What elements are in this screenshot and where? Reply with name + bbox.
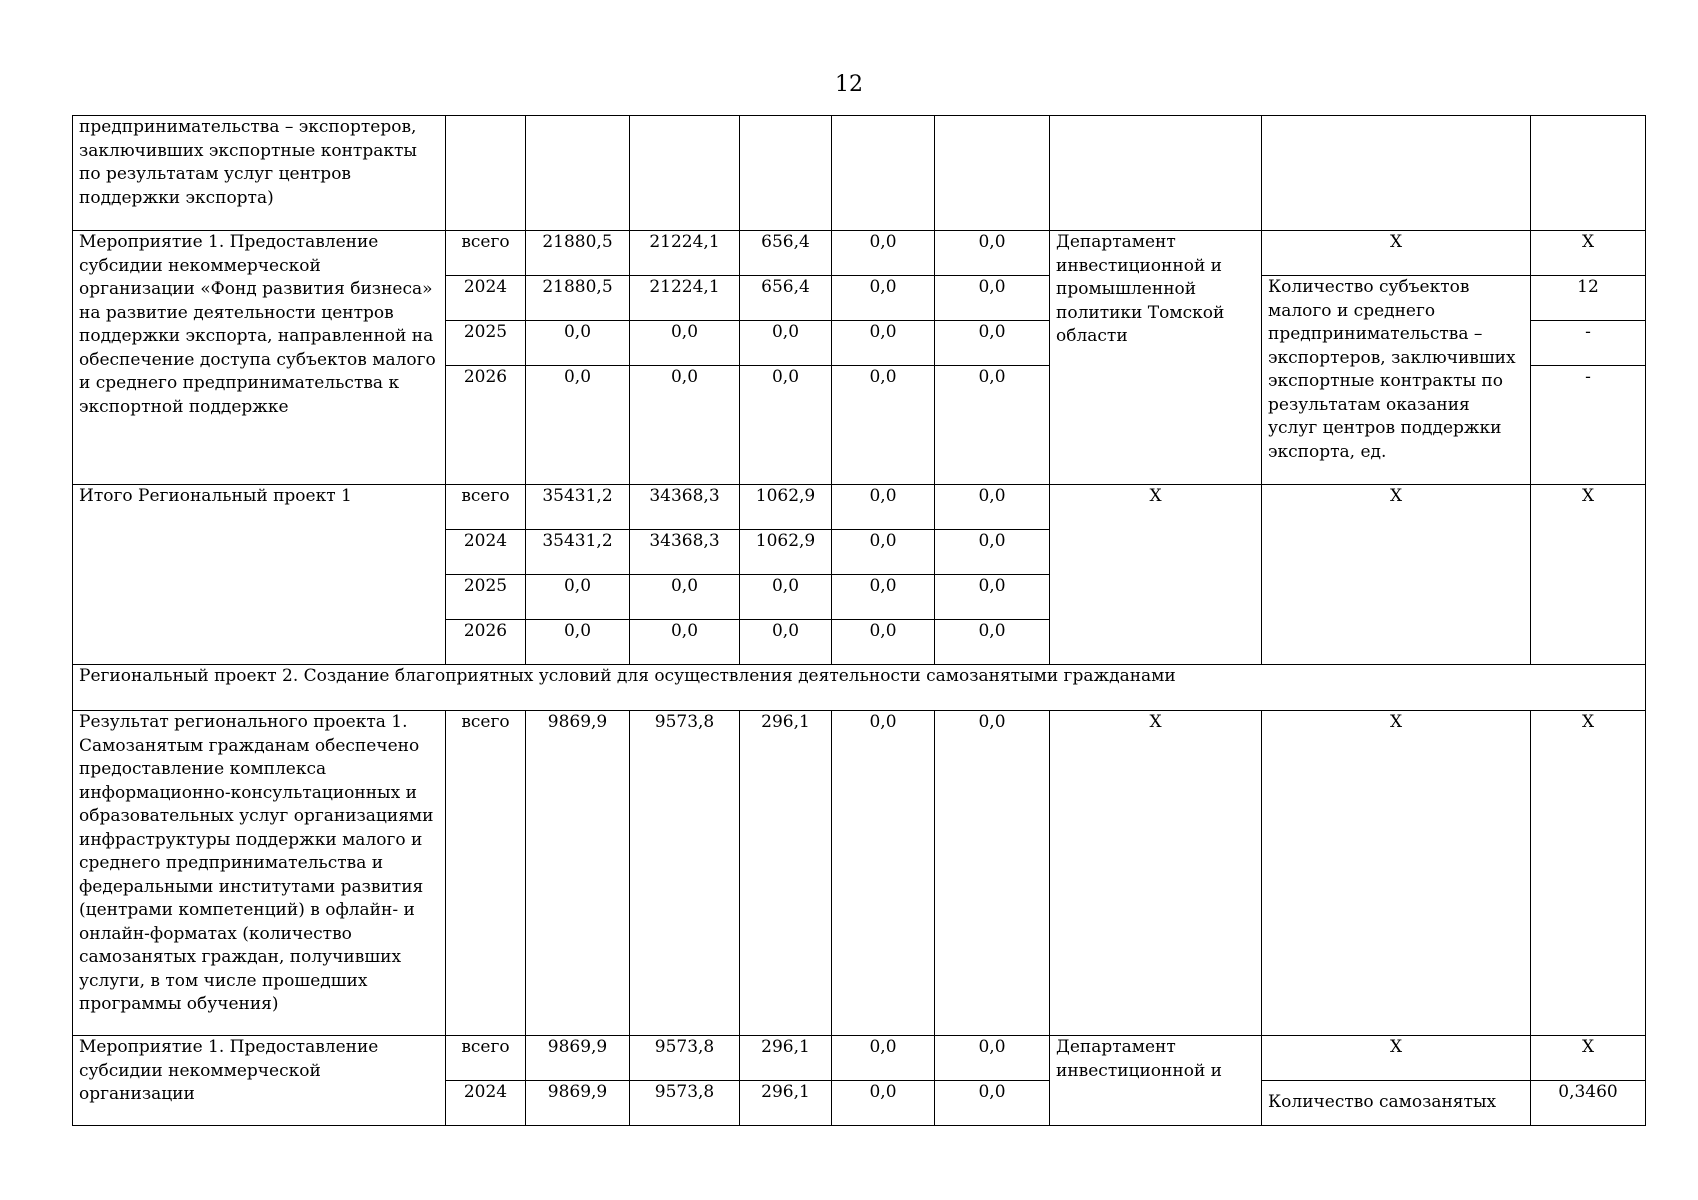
value-cell: 0,0 bbox=[526, 575, 630, 620]
table-row bbox=[73, 711, 1646, 1036]
value-cell: 35431,2 bbox=[526, 530, 630, 575]
empty-cell bbox=[1050, 116, 1262, 231]
value-cell: 9573,8 bbox=[630, 1081, 740, 1126]
value-cell: 9869,9 bbox=[526, 711, 630, 1036]
value-cell: 35431,2 bbox=[526, 485, 630, 530]
table-row bbox=[73, 1036, 1646, 1081]
value-cell: 9573,8 bbox=[630, 1036, 740, 1081]
value-cell: 0,0 bbox=[630, 366, 740, 485]
value-cell: 0,0 bbox=[935, 530, 1050, 575]
value-cell: 1062,9 bbox=[740, 530, 832, 575]
total-name-cell: Итого Региональный проект 1 bbox=[73, 485, 446, 665]
value-cell: 0,0 bbox=[832, 620, 935, 665]
table-row bbox=[73, 231, 1646, 276]
empty-cell bbox=[1262, 116, 1531, 231]
indicator-value-cell: Х bbox=[1531, 1036, 1646, 1081]
period-cell: всего bbox=[446, 711, 526, 1036]
empty-cell bbox=[740, 116, 832, 231]
value-cell: 9869,9 bbox=[526, 1081, 630, 1126]
page-number: 12 bbox=[835, 72, 863, 97]
value-cell: 0,0 bbox=[935, 1036, 1050, 1081]
table-row bbox=[73, 116, 1646, 231]
period-cell: 2025 bbox=[446, 575, 526, 620]
executor-cell: Х bbox=[1050, 485, 1262, 665]
period-cell: 2024 bbox=[446, 1081, 526, 1126]
value-cell: 34368,3 bbox=[630, 485, 740, 530]
indicator-value-cell: 0,3460 bbox=[1531, 1081, 1646, 1126]
continuation-name-cell: предпринимательства – экспортеров, заключивших экспортные контракты по результатам услуг центров поддержки экспорта) bbox=[73, 116, 446, 231]
empty-cell bbox=[446, 116, 526, 231]
indicator-value-cell: 12 bbox=[1531, 276, 1646, 321]
value-cell: 0,0 bbox=[832, 530, 935, 575]
period-cell: 2026 bbox=[446, 366, 526, 485]
value-cell: 0,0 bbox=[630, 321, 740, 366]
section-header-cell: Региональный проект 2. Создание благоприятных условий для осуществления деятельности самозанятыми гражданами bbox=[73, 665, 1646, 711]
indicator-value-cell: Х bbox=[1531, 231, 1646, 276]
indicator-cell: Х bbox=[1262, 711, 1531, 1036]
empty-cell bbox=[935, 116, 1050, 231]
indicator-cell: Х bbox=[1262, 231, 1531, 276]
event-name-cell: Мероприятие 1. Предоставление субсидии некоммерческой организации bbox=[73, 1036, 446, 1126]
value-cell: 1062,9 bbox=[740, 485, 832, 530]
value-cell: 34368,3 bbox=[630, 530, 740, 575]
indicator-cell: Количество самозанятых bbox=[1262, 1081, 1531, 1126]
value-cell: 0,0 bbox=[832, 711, 935, 1036]
value-cell: 0,0 bbox=[935, 321, 1050, 366]
value-cell: 21224,1 bbox=[630, 276, 740, 321]
value-cell: 0,0 bbox=[740, 620, 832, 665]
value-cell: 21880,5 bbox=[526, 276, 630, 321]
indicator-cell: Х bbox=[1262, 1036, 1531, 1081]
value-cell: 296,1 bbox=[740, 1036, 832, 1081]
program-finance-table bbox=[72, 115, 1646, 1126]
value-cell: 0,0 bbox=[935, 620, 1050, 665]
value-cell: 0,0 bbox=[935, 711, 1050, 1036]
empty-cell bbox=[526, 116, 630, 231]
value-cell: 0,0 bbox=[526, 620, 630, 665]
value-cell: 0,0 bbox=[740, 321, 832, 366]
indicator-value-cell: - bbox=[1531, 321, 1646, 366]
value-cell: 0,0 bbox=[740, 575, 832, 620]
executor-cell: Х bbox=[1050, 711, 1262, 1036]
empty-cell bbox=[630, 116, 740, 231]
event-name-cell: Мероприятие 1. Предоставление субсидии некоммерческой организации «Фонд развития бизнеса» на развитие деятельности центров поддержки экспорта, направленной на обеспечение доступа субъектов малого и среднего предпринимательства к экспортной поддержке bbox=[73, 231, 446, 485]
value-cell: 0,0 bbox=[832, 1036, 935, 1081]
value-cell: 296,1 bbox=[740, 1081, 832, 1126]
value-cell: 21880,5 bbox=[526, 231, 630, 276]
value-cell: 9573,8 bbox=[630, 711, 740, 1036]
period-cell: всего bbox=[446, 231, 526, 276]
value-cell: 0,0 bbox=[935, 231, 1050, 276]
executor-cell: Департамент инвестиционной и bbox=[1050, 1036, 1262, 1126]
indicator-cell: Количество субъектов малого и среднего предпринимательства – экспортеров, заключивших экспортные контракты по результатам оказания услуг центров поддержки экспорта, ед. bbox=[1262, 276, 1531, 485]
value-cell: 0,0 bbox=[526, 366, 630, 485]
indicator-value-cell: Х bbox=[1531, 711, 1646, 1036]
executor-cell: Департамент инвестиционной и промышленной политики Томской области bbox=[1050, 231, 1262, 485]
value-cell: 0,0 bbox=[832, 321, 935, 366]
value-cell: 0,0 bbox=[832, 485, 935, 530]
value-cell: 0,0 bbox=[832, 366, 935, 485]
period-cell: 2025 bbox=[446, 321, 526, 366]
table-row bbox=[73, 485, 1646, 530]
value-cell: 0,0 bbox=[630, 620, 740, 665]
period-cell: всего bbox=[446, 485, 526, 530]
value-cell: 0,0 bbox=[935, 1081, 1050, 1126]
value-cell: 656,4 bbox=[740, 231, 832, 276]
empty-cell bbox=[1531, 116, 1646, 231]
period-cell: 2026 bbox=[446, 620, 526, 665]
indicator-cell: Х bbox=[1262, 485, 1531, 665]
value-cell: 0,0 bbox=[935, 575, 1050, 620]
value-cell: 0,0 bbox=[832, 1081, 935, 1126]
value-cell: 0,0 bbox=[526, 321, 630, 366]
period-cell: всего bbox=[446, 1036, 526, 1081]
value-cell: 9869,9 bbox=[526, 1036, 630, 1081]
indicator-value-cell: Х bbox=[1531, 485, 1646, 665]
table-row bbox=[73, 665, 1646, 711]
value-cell: 0,0 bbox=[832, 276, 935, 321]
empty-cell bbox=[832, 116, 935, 231]
value-cell: 0,0 bbox=[832, 575, 935, 620]
value-cell: 0,0 bbox=[630, 575, 740, 620]
value-cell: 0,0 bbox=[935, 276, 1050, 321]
indicator-value-cell: - bbox=[1531, 366, 1646, 485]
value-cell: 656,4 bbox=[740, 276, 832, 321]
period-cell: 2024 bbox=[446, 276, 526, 321]
result-name-cell: Результат регионального проекта 1. Самозанятым гражданам обеспечено предоставление комплекса информационно-консультационных и образовательных услуг организациями инфраструктуры поддержки малого и среднего предпринимательства и федеральными институтами развития (центрами компетенций) в офлайн- и онлайн-форматах (количество самозанятых граждан, получивших услуги, в том числе прошедших программы обучения) bbox=[73, 711, 446, 1036]
value-cell: 296,1 bbox=[740, 711, 832, 1036]
value-cell: 0,0 bbox=[935, 485, 1050, 530]
value-cell: 21224,1 bbox=[630, 231, 740, 276]
value-cell: 0,0 bbox=[832, 231, 935, 276]
value-cell: 0,0 bbox=[935, 366, 1050, 485]
period-cell: 2024 bbox=[446, 530, 526, 575]
value-cell: 0,0 bbox=[740, 366, 832, 485]
